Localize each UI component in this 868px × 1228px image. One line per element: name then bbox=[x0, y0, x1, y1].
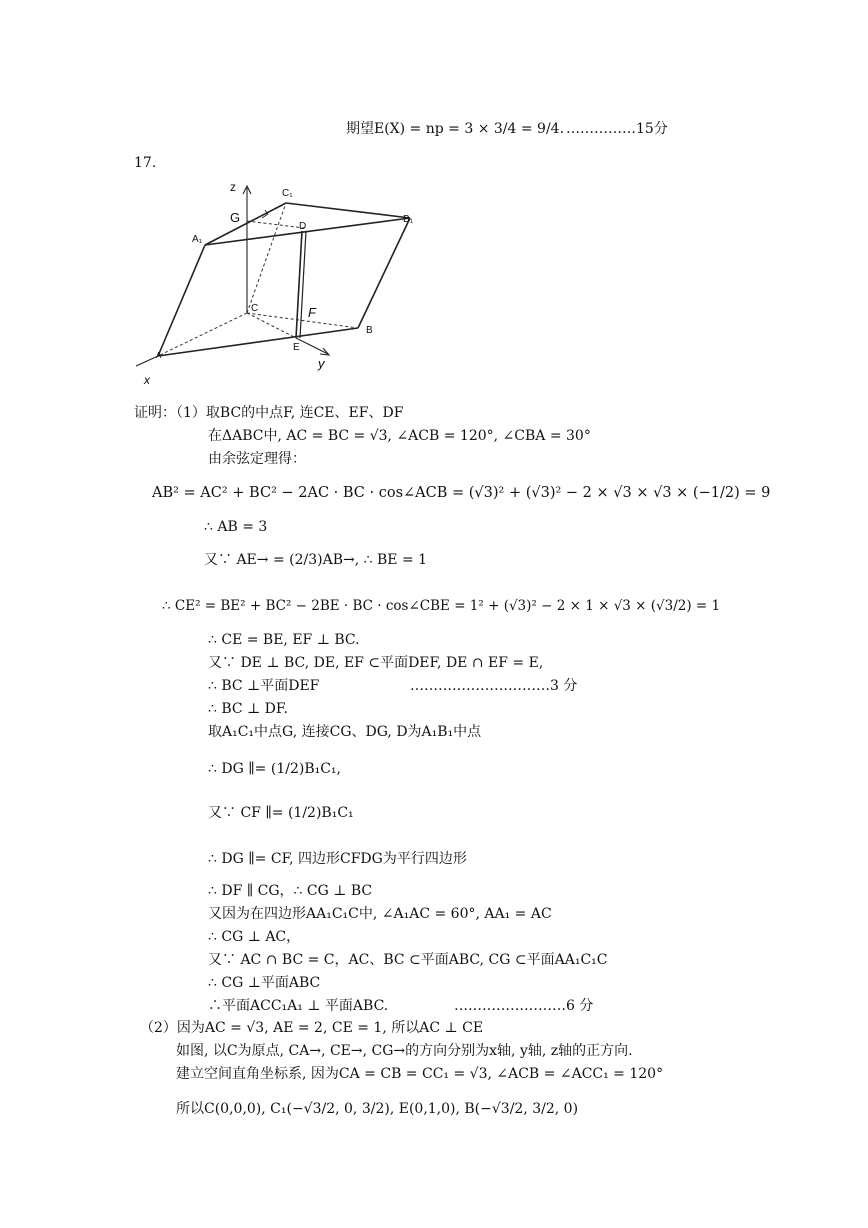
label-B: B bbox=[366, 325, 373, 336]
proof-line-3: 由余弦定理得： bbox=[208, 451, 306, 467]
label-A1: A₁ bbox=[192, 234, 203, 245]
proof-line-9: 又∵ DE ⊥ BC, DE, EF ⊂平面DEF, DE ∩ EF = E, bbox=[208, 655, 544, 671]
proof-line-20: ∴ CG ⊥平面ABC bbox=[208, 975, 321, 991]
label-D: D bbox=[299, 221, 307, 232]
label-G: G bbox=[230, 210, 241, 225]
label-F: F bbox=[308, 305, 316, 320]
y-axis-arrow bbox=[320, 348, 329, 355]
label-z: z bbox=[230, 180, 236, 194]
edge-AB bbox=[158, 328, 358, 356]
proof-equation-ce: ∴ CE² = BE² + BC² − 2BE · BC · cos∠CBE = 1² + (√3)² − 2 × 1 × √3 × (√3/2) = 1 bbox=[162, 598, 721, 614]
label-A: A bbox=[156, 351, 162, 360]
proof-line-16: ∴ DF ∥ CG，∴ CG ⊥ BC bbox=[208, 883, 373, 899]
prism-figure bbox=[130, 178, 420, 393]
label-C1: C₁ bbox=[282, 188, 293, 199]
proof-line-11: ∴ BC ⊥ DF. bbox=[208, 701, 288, 717]
edge-B1B bbox=[358, 218, 410, 328]
proof-line-12: 取A₁C₁中点G, 连接CG、DG, D为A₁B₁中点 bbox=[208, 724, 482, 740]
proof-line-6: 又∵ AE→ = (2/3)AB→, ∴ BE = 1 bbox=[204, 552, 428, 568]
part2-line-2: 如图, 以C为原点, CA→, CE→, CG→的方向分别为x轴, y轴, z轴的正方向. bbox=[176, 1043, 633, 1059]
proof-line-14: 又∵ CF ∥= (1/2)B₁C₁ bbox=[208, 805, 354, 821]
edge-AA1 bbox=[158, 245, 205, 356]
label-C: C bbox=[251, 303, 259, 314]
proof-line-18: ∴ CG ⊥ AC， bbox=[208, 929, 301, 945]
part2-line-4: 所以C(0,0,0), C₁(−√3/2, 0, 3/2), E(0,1,0), B(−√3/2, 3/2, 0) bbox=[176, 1101, 579, 1117]
label-x: x bbox=[144, 373, 150, 387]
proof-line-17: 又因为在四边形AA₁C₁C中, ∠A₁AC = 60°, AA₁ = AC bbox=[208, 906, 552, 922]
y-axis bbox=[296, 338, 328, 354]
score-marker-3: …………………………3 分 bbox=[410, 678, 578, 694]
proof-line-15: ∴ DG ∥= CF, 四边形CFDG为平行四边形 bbox=[208, 851, 467, 867]
proof-line-2: 在ΔABC中, AC = BC = √3, ∠ACB = 120°, ∠CBA = 30° bbox=[208, 428, 591, 444]
segment-GD-hidden bbox=[247, 221, 304, 228]
proof-line-21: ∴平面ACC₁A₁ ⊥ 平面ABC. bbox=[208, 998, 389, 1014]
proof-equation-ab: AB² = AC² + BC² − 2AC · BC · cos∠ACB = (√3)² + (√3)² − 2 × √3 × √3 × (−1/2) = 9 bbox=[152, 485, 771, 501]
expectation-line: 期望E(X) = np = 3 × 3/4 = 9/4. bbox=[346, 121, 565, 137]
edge-CB-hidden bbox=[247, 313, 358, 328]
x-axis bbox=[136, 356, 158, 366]
score-marker-6: ……………………6 分 bbox=[454, 998, 594, 1014]
label-y: y bbox=[318, 356, 325, 371]
label-E: E bbox=[293, 342, 300, 353]
proof-line-10: ∴ BC ⊥平面DEF bbox=[208, 678, 320, 694]
part2-line-3: 建立空间直角坐标系, 因为CA = CB = CC₁ = √3, ∠ACB = ∠ACC₁ = 120° bbox=[176, 1066, 664, 1082]
proof-line-1: 证明：（1）取BC的中点F, 连CE、EF、DF bbox=[134, 405, 404, 421]
part2-line-1: （2）因为AC = √3, AE = 2, CE = 1, 所以AC ⊥ CE bbox=[140, 1020, 484, 1036]
proof-line-19: 又∵ AC ∩ BC = C，AC、BC ⊂平面ABC, CG ⊂平面AA₁C₁C bbox=[208, 952, 608, 968]
proof-line-5: ∴ AB = 3 bbox=[204, 519, 268, 535]
proof-line-8: ∴ CE = BE, EF ⊥ BC. bbox=[208, 632, 360, 648]
edge-C1B1 bbox=[286, 203, 410, 218]
proof-line-13: ∴ DG ∥= (1/2)B₁C₁, bbox=[208, 761, 341, 777]
label-B1: B₁ bbox=[403, 214, 414, 225]
problem-number: 17. bbox=[134, 155, 157, 171]
score-marker: ……………15分 bbox=[566, 121, 668, 137]
